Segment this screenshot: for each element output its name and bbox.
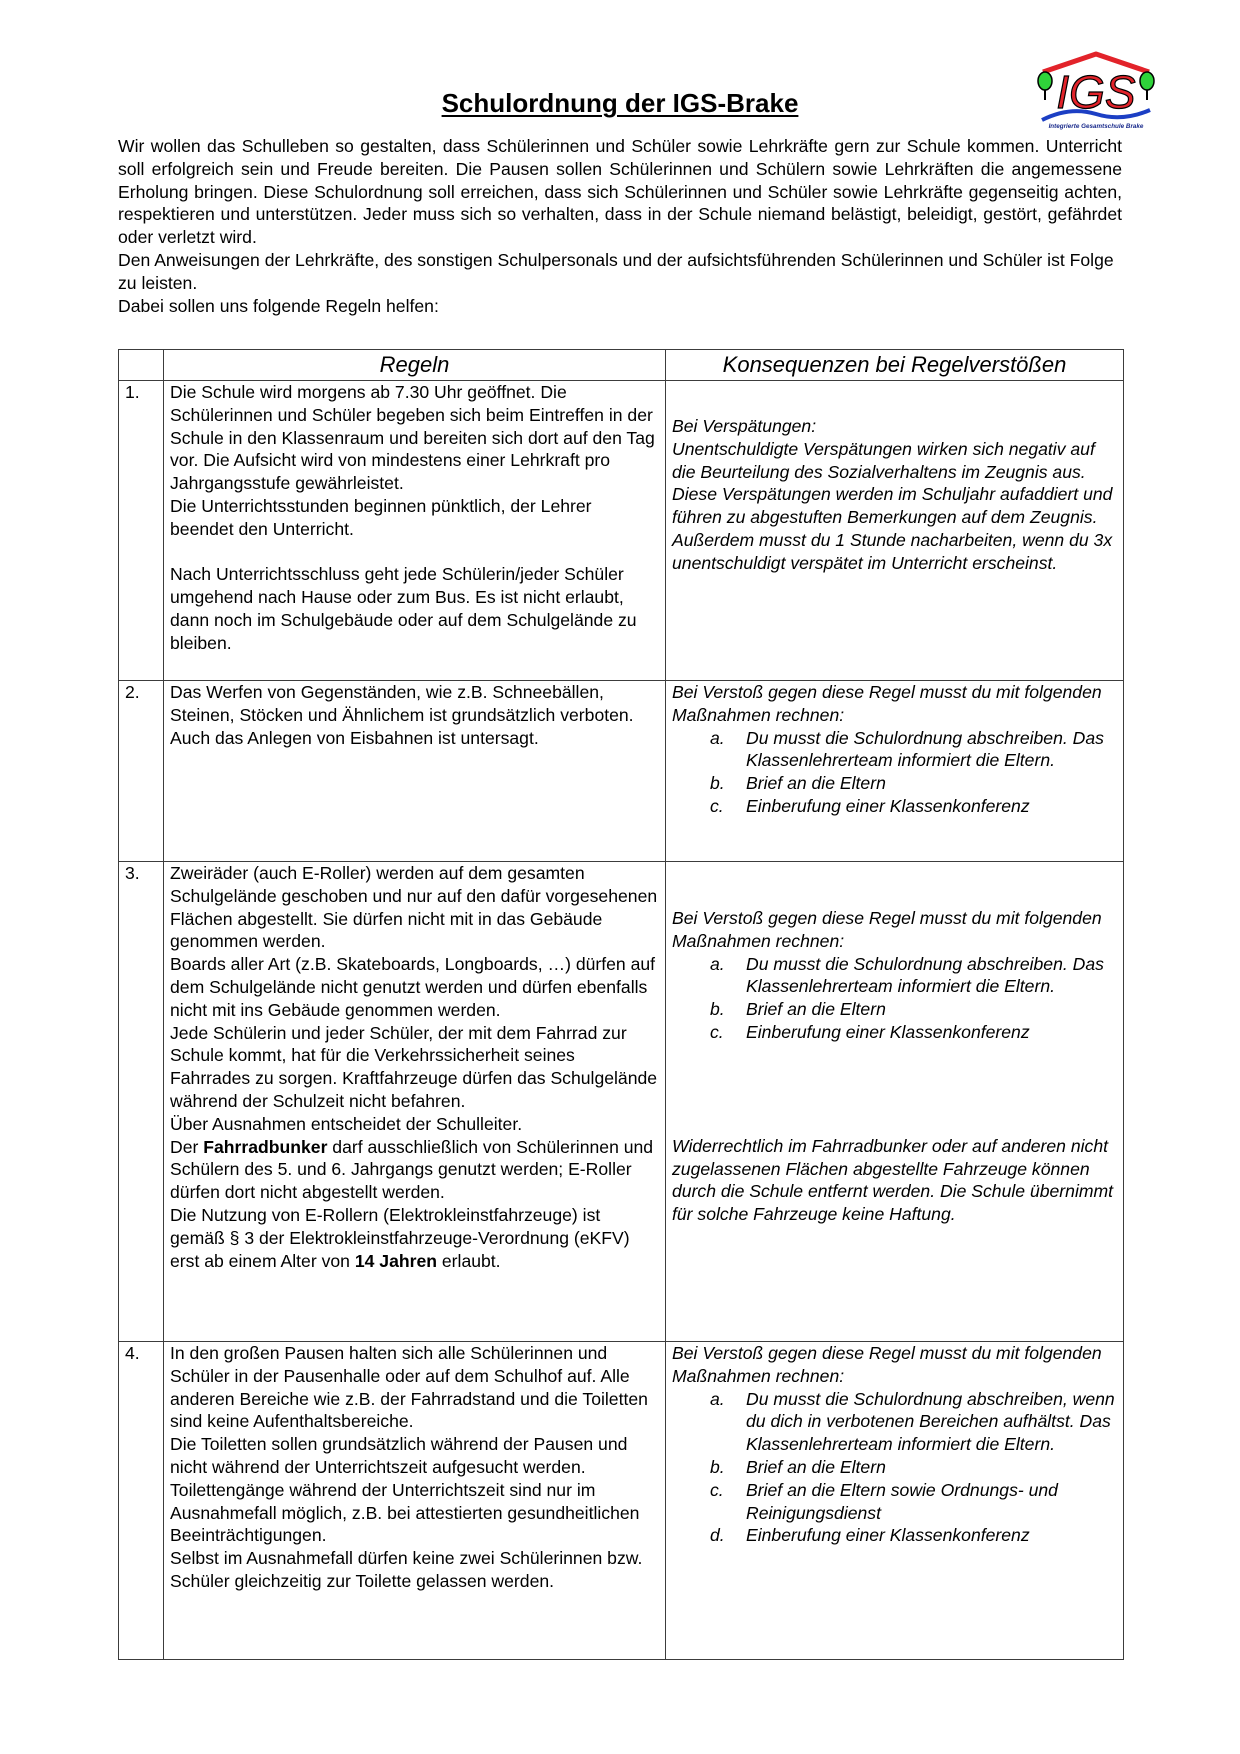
list-item: c. Einberufung einer Klassenkonferenz xyxy=(710,795,1030,816)
rule-text xyxy=(164,381,666,681)
list-item: a. Du musst die Schulordnung abschreiben, wenn du dich in verbotenen Bereichen aufhältst. Das Klassenlehrerteam informiert die Eltern. xyxy=(710,1388,1115,1455)
table-row xyxy=(119,381,1124,681)
rule-paragraph: Der Fahrradbunker darf ausschließlich von Schülerinnen und Schülern des 5. und 6. Jahrgangs genutzt werden; E-Roller dürfen dort nicht abgestellt werden. xyxy=(170,1136,654,1203)
rule-paragraph: Zweiräder (auch E-Roller) werden auf dem gesamten Schulgelände geschoben und nur auf den dafür vorgesehenen Flächen abgestellt. Sie dürfen nicht mit in das Gebäude genommen werden. xyxy=(170,863,658,952)
rule-number: 2. xyxy=(119,681,164,862)
consequence-paragraph: Unentschuldigte Verspätungen wirken sich negativ auf die Beurteilung des Sozialverhaltens im Zeugnis aus. Diese Verspätungen werden im Schuljahr aufaddiert und führen zu abgestuften Bemerkungen auf dem Zeugnis. xyxy=(672,438,1113,528)
rule-paragraph: Jede Schülerin und jeder Schüler, der mit dem Fahrrad zur Schule kommt, hat für die Verkehrssicherheit seines Fahrrades zu sorgen. Kraftfahrzeuge dürfen das Schulgelände während der Schulzeit nicht befahren. xyxy=(170,1022,658,1111)
rule-text xyxy=(164,862,666,1342)
table-row xyxy=(119,681,1124,862)
intro-paragraph-1: Wir wollen das Schulleben so gestalten, dass Schülerinnen und Schüler sowie Lehrkräfte gern zur Schule kommen. Unterricht soll erfolgreich sein und Freude bereiten. Die Pausen sollen Schülerinnen und Schülern sowie Lehrkräften die angemessene Erholung bringen. Diese Schulordnung soll erreichen, dass sich Schülerinnen und Schüler sowie Lehrkräfte gegenseitig achten, respektieren und unterstützen. Jeder muss sich so verhalten, dass in der Schule niemand belästigt, beleidigt, gestört, gefährdet oder verletzt wird. xyxy=(118,136,1122,248)
consequence-text xyxy=(666,681,1124,862)
consequence-list xyxy=(672,953,1117,1044)
header-number xyxy=(119,350,164,381)
rule-text xyxy=(164,1342,666,1660)
rule-number: 1. xyxy=(119,381,164,681)
rule-number: 3. xyxy=(119,862,164,1342)
table-row xyxy=(119,862,1124,1342)
intro-paragraph-3: Dabei sollen uns folgende Regeln helfen: xyxy=(118,295,439,316)
header-rules: Regeln xyxy=(164,350,666,381)
intro-paragraph-2: Den Anweisungen der Lehrkräfte, des sonstigen Schulpersonals und der aufsichtsführenden Schülerinnen und Schüler ist Folge zu leisten. xyxy=(118,249,1114,293)
intro-text xyxy=(118,135,1122,317)
rule-paragraph: Die Nutzung von E-Rollern (Elektrokleinstfahrzeuge) ist gemäß § 3 der Elektrokleinstfahrzeuge-Verordnung (eKFV) erst ab einem Alter von 14 Jahren erlaubt. xyxy=(170,1204,630,1271)
rule-paragraph: Die Unterrichtsstunden beginnen pünktlich, der Lehrer beendet den Unterricht. xyxy=(170,495,592,539)
rule-paragraph: Nach Unterrichtsschluss geht jede Schülerin/jeder Schüler umgehend nach Hause oder zum Bus. Es ist nicht erlaubt, dann noch im Schulgebäude oder auf dem Schulgelände zu bleiben. xyxy=(170,564,637,653)
table-header-row xyxy=(119,350,1124,381)
rule-paragraph: In den großen Pausen halten sich alle Schülerinnen und Schüler in der Pausenhalle oder auf dem Schulhof auf. Alle anderen Bereiche wie z.B. der Fahrradstand und die Toiletten sind keine Aufenthaltsbereiche. xyxy=(170,1343,648,1432)
rule-paragraph: Die Schule wird morgens ab 7.30 Uhr geöffnet. Die Schülerinnen und Schüler begeben sich beim Eintreffen in der Schule in den Klassenraum und bereiten sich dort auf den Tag vor. Die Aufsicht wird von mindestens einer Lehrkraft pro Jahrgangsstufe gewährleistet. xyxy=(170,382,655,494)
list-item: a. Du musst die Schulordnung abschreiben. Das Klassenlehrerteam informiert die Eltern. xyxy=(710,953,1104,997)
rule-paragraph: Die Toiletten sollen grundsätzlich während der Pausen und nicht während der Unterrichtszeit aufgesucht werden. Toilettengänge während der Unterrichtszeit sind nur im Ausnahmefall möglich, z.B. bei attestierten gesundheitlichen Beeinträchtigungen. xyxy=(170,1434,640,1546)
header-consequences: Konsequenzen bei Regelverstößen xyxy=(666,350,1124,381)
page-title: Schulordnung der IGS-Brake xyxy=(441,88,799,118)
list-item: b. Brief an die Eltern xyxy=(710,773,886,794)
consequence-intro: Bei Verstoß gegen diese Regel musst du mit folgenden Maßnahmen rechnen: xyxy=(672,1343,1102,1386)
consequence-intro: Bei Verstoß gegen diese Regel musst du mit folgenden Maßnahmen rechnen: xyxy=(672,682,1102,725)
rule-paragraph: Über Ausnahmen entscheidet der Schulleiter. xyxy=(170,1113,523,1134)
consequence-text xyxy=(666,1342,1124,1660)
list-item: b. Brief an die Eltern xyxy=(710,999,886,1020)
consequence-text xyxy=(666,862,1124,1342)
consequence-heading: Bei Verspätungen: xyxy=(672,416,817,436)
table-row xyxy=(119,1342,1124,1660)
consequence-list xyxy=(672,1388,1117,1548)
bold-term: Fahrradbunker xyxy=(203,1136,328,1157)
consequence-list xyxy=(672,727,1117,818)
logo-caption: Integrierte Gesamtschule Brake xyxy=(1048,123,1144,130)
rule-paragraph: Das Werfen von Gegenständen, wie z.B. Schneebällen, Steinen, Stöcken und Ähnlichem ist grundsätzlich verboten. Auch das Anlegen von Eisbahnen ist untersagt. xyxy=(170,682,634,748)
list-item: a. Du musst die Schulordnung abschreiben. Das Klassenlehrerteam informiert die Eltern. xyxy=(710,727,1104,771)
consequence-intro: Bei Verstoß gegen diese Regel musst du mit folgenden Maßnahmen rechnen: xyxy=(672,908,1102,951)
rule-text xyxy=(164,681,666,862)
list-item: c. Einberufung einer Klassenkonferenz xyxy=(710,1021,1030,1042)
rules-table xyxy=(118,349,1124,1660)
list-item: d. Einberufung einer Klassenkonferenz xyxy=(710,1525,1030,1546)
rule-number: 4. xyxy=(119,1342,164,1660)
consequence-paragraph: Außerdem musst du 1 Stunde nacharbeiten, wenn du 3x unentschuldigt verspätet im Unterricht erscheinst. xyxy=(672,529,1113,573)
list-item: b. Brief an die Eltern xyxy=(710,1456,886,1477)
bold-term: 14 Jahren xyxy=(354,1250,437,1271)
consequence-text xyxy=(666,381,1124,681)
rule-paragraph: Boards aller Art (z.B. Skateboards, Longboards, …) dürfen auf dem Schulgelände nicht genutzt werden und dürfen ebenfalls nicht mit ins Gebäude genommen werden. xyxy=(170,954,656,1020)
list-item: c. Brief an die Eltern sowie Ordnungs- und Reinigungsdienst xyxy=(710,1479,1058,1523)
consequence-note: Widerrechtlich im Fahrradbunker oder auf anderen nicht zugelassenen Flächen abgestellte Fahrzeuge können durch die Schule entfernt werden. Die Schule übernimmt für solche Fahrzeuge keine Haftung. xyxy=(672,1135,1114,1225)
svg-text:IGS: IGS xyxy=(1056,66,1136,118)
rule-paragraph: Selbst im Ausnahmefall dürfen keine zwei Schülerinnen bzw. Schüler gleichzeitig zur Toilette gelassen werden. xyxy=(170,1548,643,1591)
